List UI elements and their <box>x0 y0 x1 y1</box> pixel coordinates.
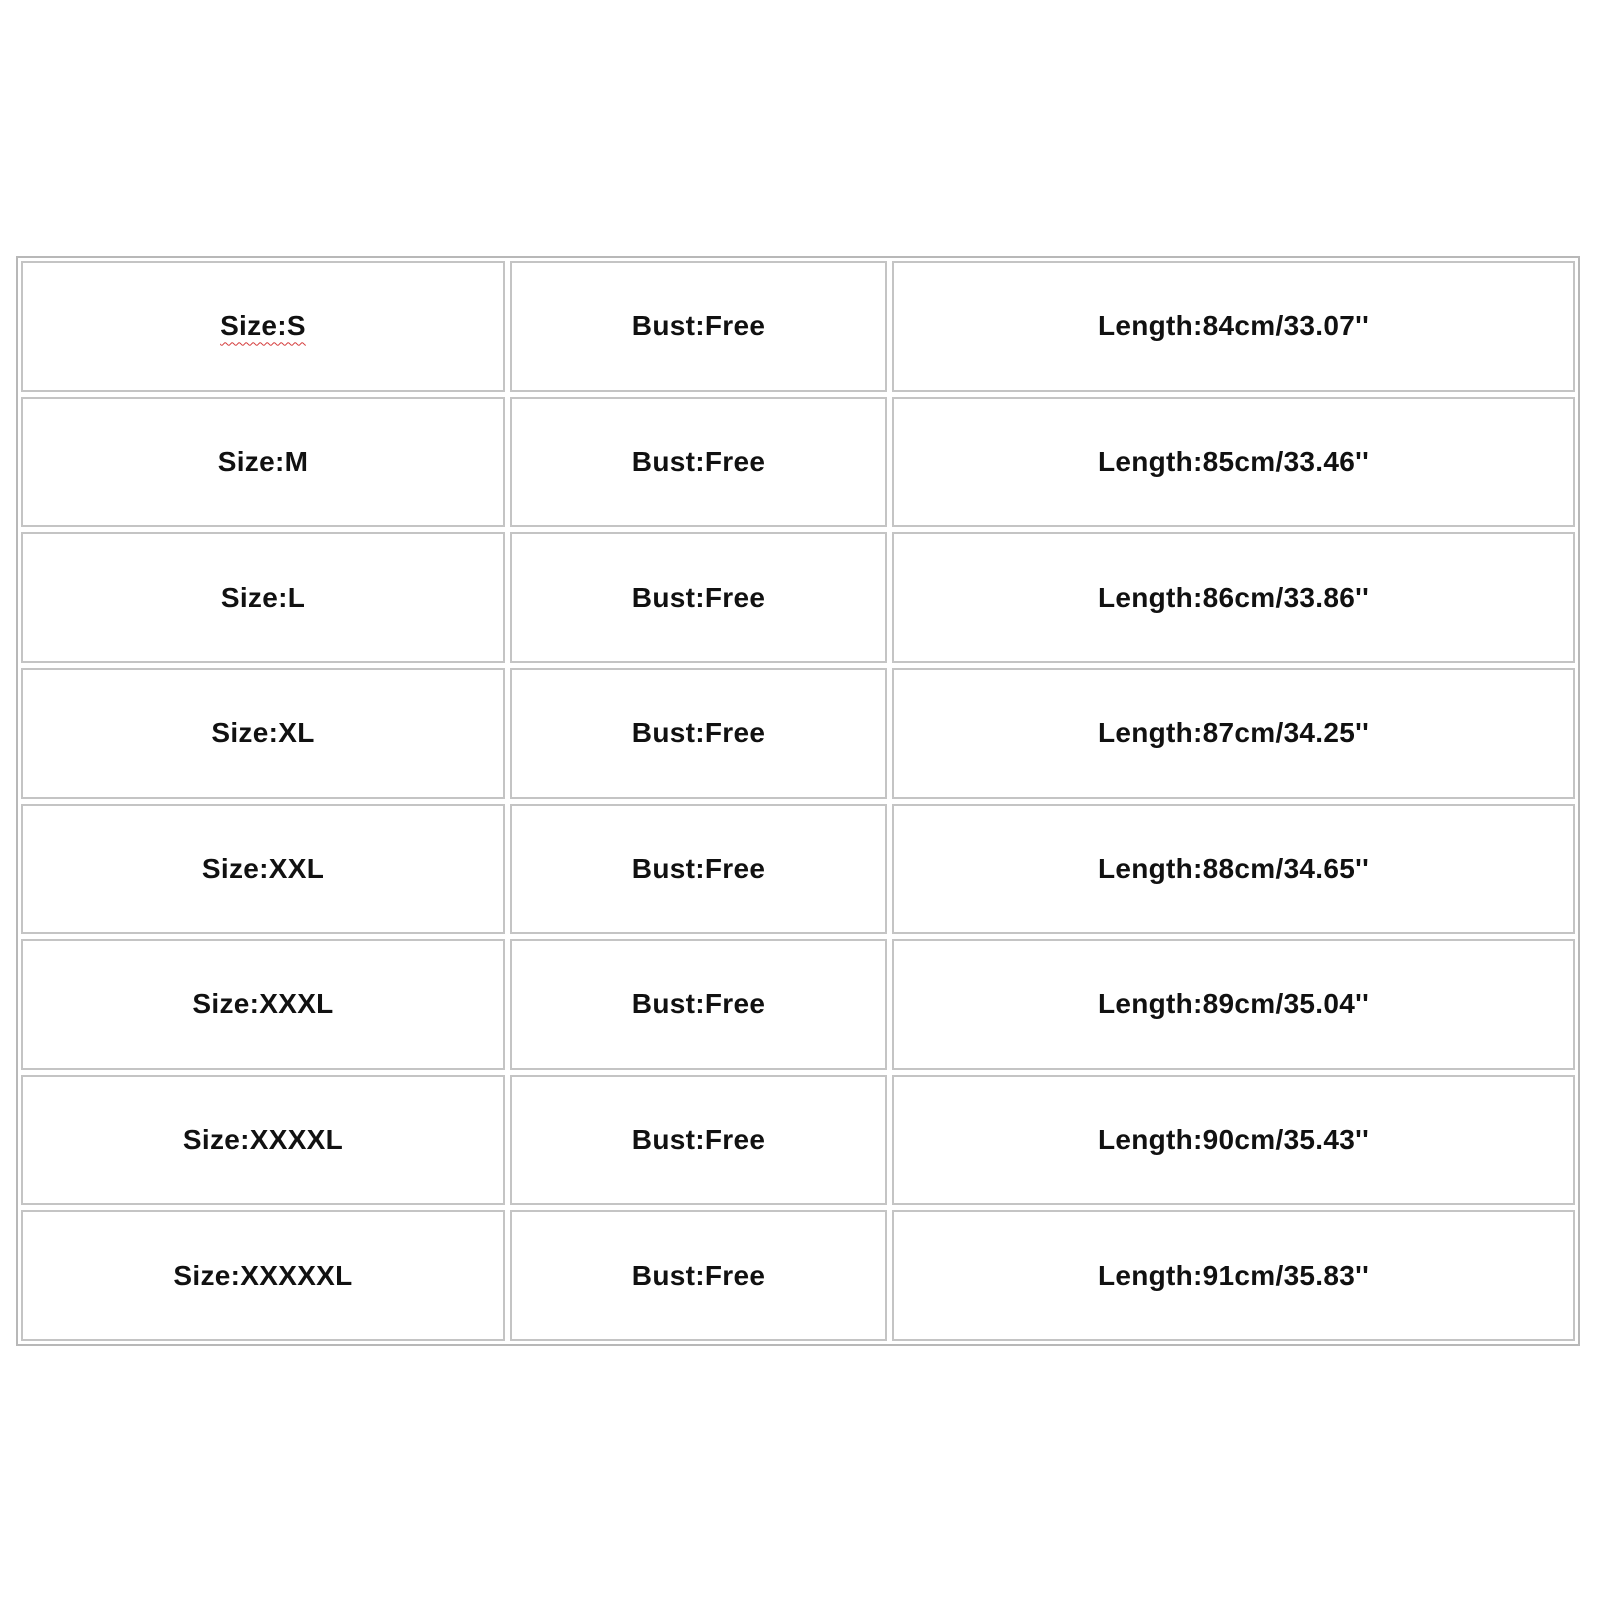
bust-cell <box>510 532 887 663</box>
bust-label: Bust:Free <box>631 310 766 342</box>
length-cell <box>892 1075 1575 1206</box>
length-cell <box>892 261 1575 392</box>
size-label: Size:S <box>220 310 306 342</box>
length-label: Length:85cm/33.46'' <box>1097 445 1370 477</box>
bust-label: Bust:Free <box>631 717 766 749</box>
table-row <box>21 1075 1575 1206</box>
size-cell <box>21 397 505 528</box>
length-label: Length:91cm/35.83'' <box>1097 1259 1370 1291</box>
length-cell <box>892 939 1575 1070</box>
length-cell <box>892 397 1575 528</box>
length-label: Length:84cm/33.07'' <box>1097 310 1370 342</box>
size-label: Size:XXL <box>201 852 325 884</box>
bust-cell <box>510 939 887 1070</box>
length-cell <box>892 532 1575 663</box>
size-label: Size:XXXXXL <box>173 1259 353 1291</box>
length-label: Length:90cm/35.43'' <box>1097 1124 1370 1156</box>
table-row <box>21 397 1575 528</box>
table-row <box>21 668 1575 799</box>
length-label: Length:88cm/34.65'' <box>1097 852 1370 884</box>
bust-label: Bust:Free <box>631 852 766 884</box>
size-label: Size:XL <box>211 717 315 749</box>
size-cell <box>21 1210 505 1341</box>
bust-label: Bust:Free <box>631 581 766 613</box>
table-row <box>21 261 1575 392</box>
length-label: Length:87cm/34.25'' <box>1097 717 1370 749</box>
bust-label: Bust:Free <box>631 988 766 1020</box>
table-row <box>21 532 1575 663</box>
size-cell <box>21 668 505 799</box>
size-cell <box>21 261 505 392</box>
length-label: Length:89cm/35.04'' <box>1097 988 1370 1020</box>
size-table <box>16 256 1580 1346</box>
table-row <box>21 1210 1575 1341</box>
size-cell <box>21 1075 505 1206</box>
table-row <box>21 939 1575 1070</box>
bust-cell <box>510 668 887 799</box>
size-chart-table <box>16 256 1580 1346</box>
bust-cell <box>510 397 887 528</box>
size-cell <box>21 939 505 1070</box>
size-label: Size:L <box>220 581 306 613</box>
length-label: Length:86cm/33.86'' <box>1097 581 1370 613</box>
size-label: Size:M <box>217 445 309 477</box>
length-cell <box>892 804 1575 935</box>
bust-cell <box>510 1075 887 1206</box>
bust-label: Bust:Free <box>631 445 766 477</box>
table-row <box>21 804 1575 935</box>
length-cell <box>892 1210 1575 1341</box>
bust-cell <box>510 804 887 935</box>
size-label: Size:XXXL <box>192 988 334 1020</box>
size-label: Size:XXXXL <box>182 1124 344 1156</box>
bust-label: Bust:Free <box>631 1259 766 1291</box>
size-cell <box>21 804 505 935</box>
bust-cell <box>510 261 887 392</box>
bust-label: Bust:Free <box>631 1124 766 1156</box>
size-cell <box>21 532 505 663</box>
bust-cell <box>510 1210 887 1341</box>
length-cell <box>892 668 1575 799</box>
